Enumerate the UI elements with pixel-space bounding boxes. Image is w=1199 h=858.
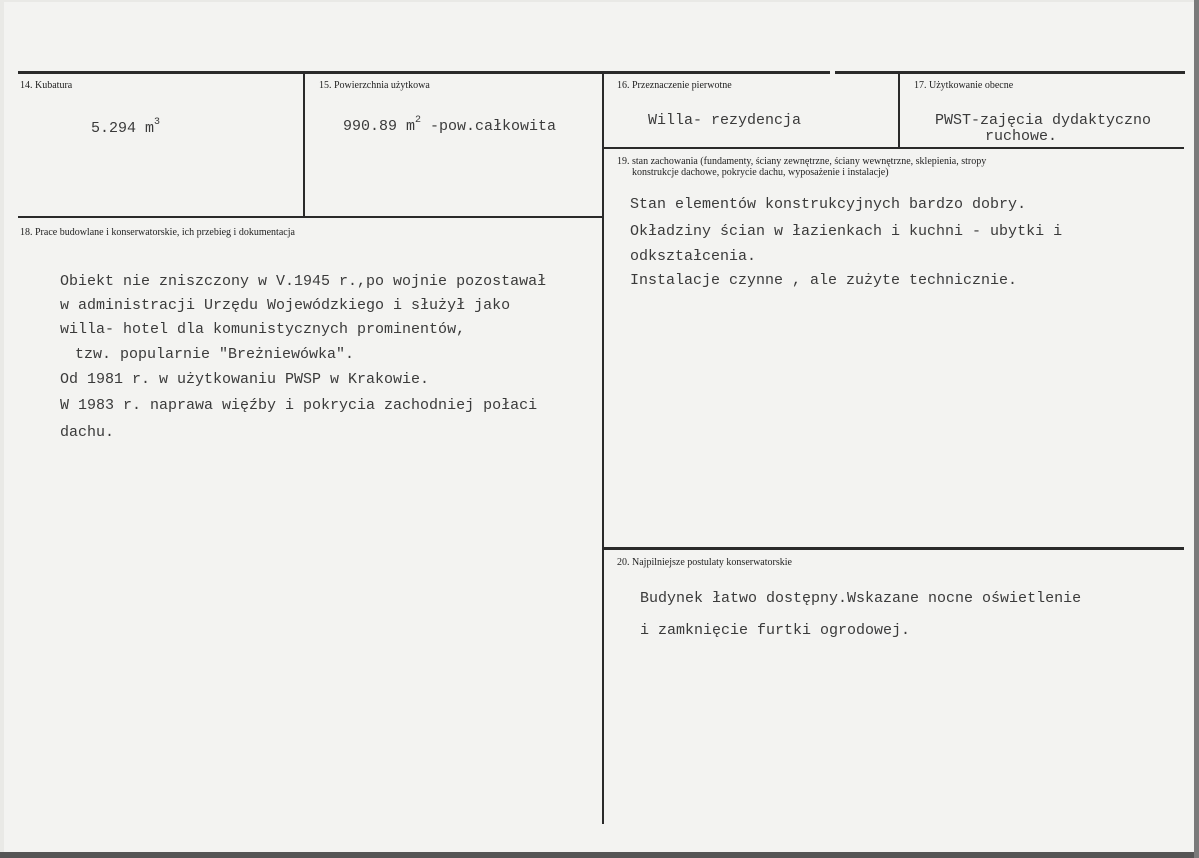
field-18-line-5: Od 1981 r. w użytkowaniu PWSP w Krakowie.: [60, 371, 430, 388]
scan-edge-right: [1194, 0, 1199, 858]
field-18-label: 18. Prace budowlane i konserwatorskie, ich przebieg i dokumentacja: [20, 227, 295, 238]
field-20-label: 20. Najpilniejsze postulaty konserwatorskie: [617, 557, 792, 568]
field-19-line-4: Instalacje czynne , ale zużyte technicznie.: [630, 272, 1018, 289]
field-19-label-line-2: konstrukcje dachowe, pokrycie dachu, wyposażenie i instalacje): [632, 167, 889, 178]
field-14-number: 5.294 m: [91, 120, 155, 137]
field-16-label: 16. Przeznaczenie pierwotne: [617, 80, 732, 91]
rule-top-left: [18, 71, 830, 74]
rule-section-20: [604, 547, 1184, 550]
field-15-label: 15. Powierzchnia użytkowa: [319, 80, 430, 91]
field-14-label: 14. Kubatura: [20, 80, 73, 91]
field-14-value: [91, 114, 160, 137]
field-19-label-line-1: 19. stan zachowania (fundamenty, ściany zewnętrzne, ściany wewnętrzne, sklepienia, stropy: [617, 156, 987, 167]
field-19-line-1: Stan elementów konstrukcyjnych bardzo dobry.: [630, 196, 1027, 213]
field-19-line-2: Okładziny ścian w łazienkach i kuchni - ubytki i: [630, 223, 1063, 240]
field-17-value-line-1: PWST-zajęcia dydaktyczno: [935, 112, 1152, 129]
field-15-number: 990.89 m: [343, 118, 416, 135]
field-18-line-7: dachu.: [60, 424, 115, 441]
divider-16-17: [898, 74, 900, 148]
field-16-value: Willa- rezydencja: [648, 112, 802, 129]
field-19-line-3: odkształcenia.: [630, 248, 757, 265]
divider-14-15: [303, 74, 305, 218]
field-20-line-1: Budynek łatwo dostępny.Wskazane nocne oświetlenie: [640, 590, 1082, 607]
field-15-suffix: -pow.całkowita: [421, 118, 557, 135]
rule-row1-right: [604, 147, 1184, 149]
field-18-line-6: W 1983 r. naprawa więźby i pokrycia zachodniej połaci: [60, 397, 538, 414]
rule-top-right: [835, 71, 1185, 74]
field-17-label: 17. Użytkowanie obecne: [914, 80, 1014, 91]
field-18-line-3: willa- hotel dla komunistycznych prominentów,: [60, 321, 466, 338]
field-15-unit-exponent: 2: [415, 115, 422, 126]
field-18-line-1: Obiekt nie zniszczony w V.1945 r.,po wojnie pozostawał: [60, 273, 547, 290]
field-18-line-4: tzw. popularnie "Breżniewówka".: [75, 346, 355, 363]
field-17-value-line-2: ruchowe.: [985, 128, 1058, 145]
scan-edge-bottom: [0, 852, 1199, 858]
field-18-line-2: w administracji Urzędu Wojewódzkiego i służył jako: [60, 297, 511, 314]
rule-section-18: [18, 216, 603, 218]
field-20-line-2: i zamknięcie furtki ogrodowej.: [640, 622, 911, 639]
field-15-value: [343, 112, 556, 135]
divider-main: [602, 74, 604, 824]
field-14-unit-exponent: 3: [154, 117, 161, 128]
